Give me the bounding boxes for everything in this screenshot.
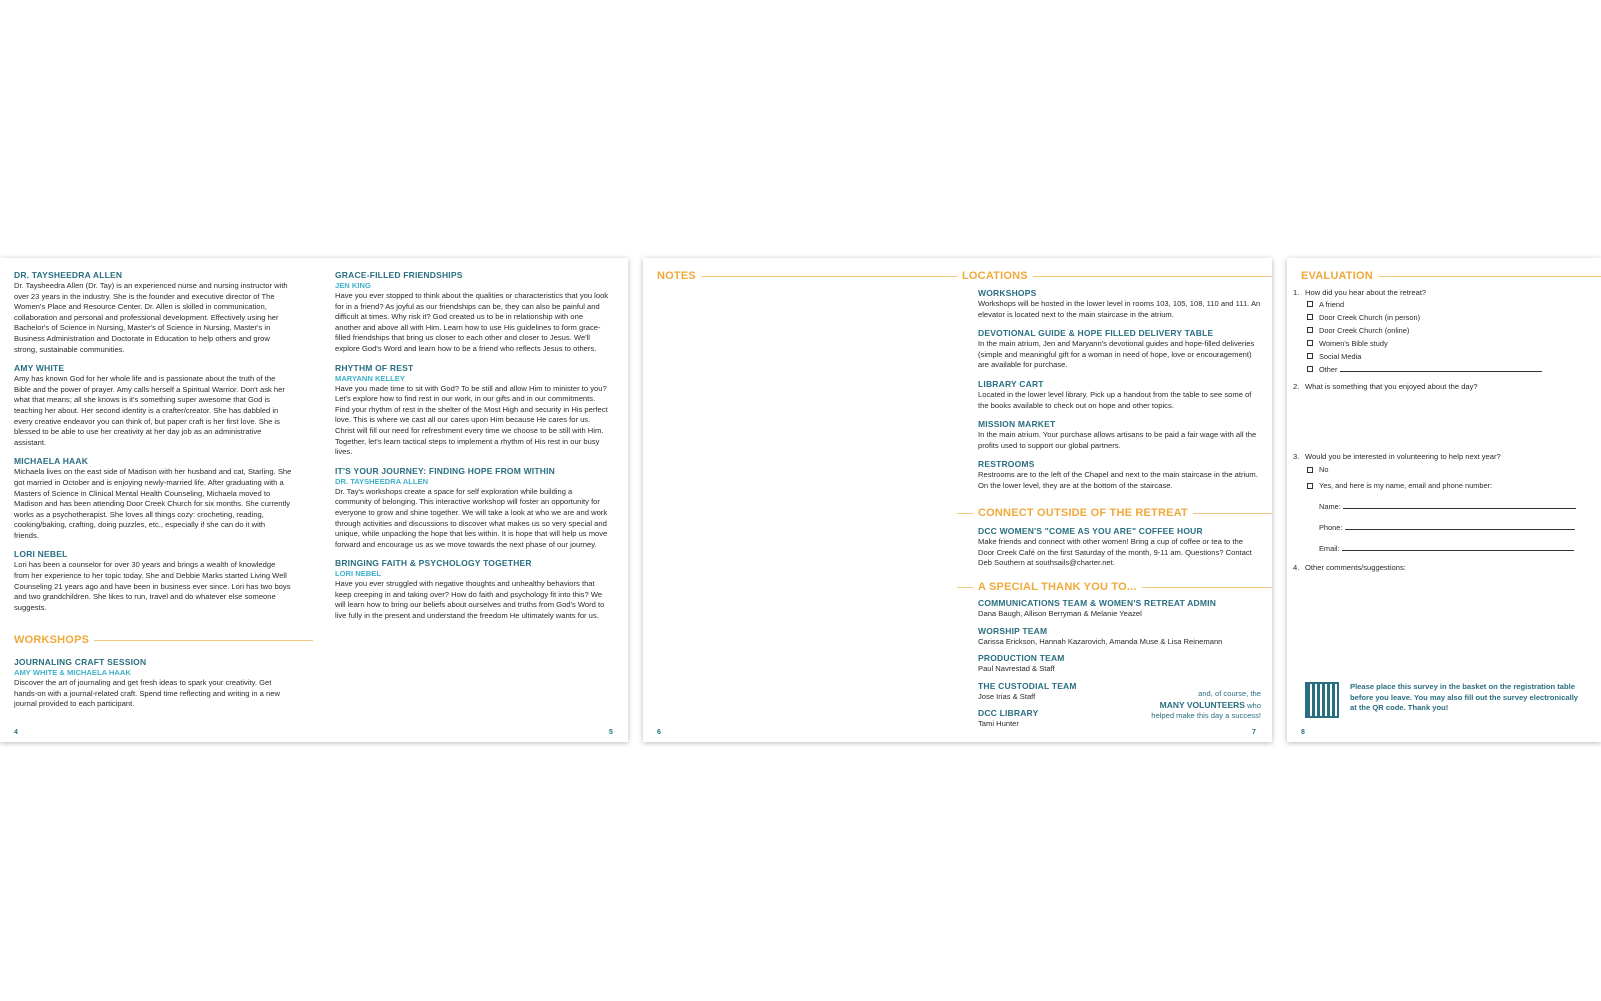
option-other[interactable] — [1287, 363, 1587, 376]
location — [978, 379, 1261, 411]
coffee-hour — [978, 526, 1261, 577]
volunteers-note — [1113, 689, 1261, 722]
connect-heading-label: CONNECT OUTSIDE OF THE RETREAT — [978, 507, 1188, 519]
question-text: Other comments/suggestions: — [1305, 563, 1406, 572]
workshop-leaders: LORI NEBEL — [335, 569, 381, 579]
workshop-title: RHYTHM OF REST — [335, 362, 414, 373]
question-number: 1. — [1293, 288, 1300, 297]
checkbox[interactable] — [1307, 483, 1313, 489]
heading-rule — [1033, 276, 1272, 277]
question-number: 4. — [1293, 563, 1300, 572]
heading-rule — [957, 587, 973, 588]
locations-list — [978, 288, 1261, 500]
location-text: In the main atrium. Your purchase allows artisans to be paid a fair wage with all the profits used to support our global partners. — [978, 430, 1257, 450]
team-names: Paul Navrestad & Staff — [978, 664, 1055, 674]
page-number: 6 — [657, 729, 661, 736]
evaluation-form — [1287, 288, 1587, 573]
workshop-title: GRACE-FILLED FRIENDSHIPS — [335, 270, 463, 280]
page-4-bios — [14, 270, 292, 621]
checkbox[interactable] — [1307, 366, 1313, 372]
heading-rule — [1193, 513, 1272, 514]
question-1 — [1287, 288, 1587, 298]
thanks-team — [978, 626, 1261, 648]
team-title: DCC LIBRARY — [978, 708, 1039, 719]
phone-field[interactable] — [1287, 521, 1587, 532]
location-text: Restrooms are to the left of the Chapel and next to the main staircase in the atrium. On the lower level, they are at the bottom of the staircase. — [978, 470, 1258, 490]
workshop-text: Have you ever struggled with negative thoughts and unhealthy behaviors that keep creeping in and taking over? How do faith and psychology fit into this? We will learn how to bring our beliefs about ourselves and truths from God's Word to live fully in the present and understand the freedom He ultimately wants for us. — [335, 579, 605, 621]
workshop-title: IT'S YOUR JOURNEY: FINDING HOPE FROM WITHIN — [335, 465, 555, 476]
workshops-heading — [0, 634, 313, 646]
bio-text: Amy has known God for her whole life and is passionate about the truth of the Bible and the power of prayer. Amy calls herself a Spiritual Warrior. Don't ask her what that means; all she knows is it's something super awesome that God is teaching her about. Her second identity is a crafter/creator. She has dabbled in every creative endeavor you can think of, but paper craft is her first love. She is blessed to be able to use her creativity at her day job as an administrative assistant. — [14, 374, 285, 447]
bio-name: DR. TAYSHEEDRA ALLEN — [14, 270, 123, 280]
volunteers-line3: helped make this day a success! — [1151, 711, 1261, 720]
team-names: Tami Hunter — [978, 719, 1019, 729]
phone-line[interactable] — [1345, 521, 1575, 530]
option-a-friend[interactable] — [1287, 298, 1587, 311]
field-label: Email: — [1319, 544, 1340, 553]
name-field[interactable] — [1287, 500, 1587, 511]
workshop — [335, 270, 610, 355]
bio — [14, 363, 292, 448]
email-line[interactable] — [1342, 542, 1574, 551]
workshop-text: Discover the art of journaling and get fresh ideas to spark your creativity. Get hands-on with a journal-related craft. Spend time reflecting and writing in a new journal provided to each participant. — [14, 678, 280, 709]
heading-rule — [1378, 276, 1601, 277]
workshop-text: Dr. Tay's workshops create a space for self exploration while building a community of belonging. This interactive workshop will foster an opportunity for everyone to grow and shine together. We will take a look at who we are and work through activities and discussions to discover what makes us so very special and unique, while unpacking the hope that lies within. It is hope that will help us move forward and encourage us as we move towards the next phase of our journey. — [335, 486, 608, 549]
checkbox[interactable] — [1307, 314, 1313, 320]
thanks-team — [978, 653, 1261, 675]
thanks-heading-label: A SPECIAL THANK YOU TO... — [978, 581, 1137, 593]
location — [978, 419, 1261, 451]
workshop — [335, 558, 610, 621]
question-4 — [1287, 563, 1587, 573]
location-title: RESTROOMS — [978, 459, 1035, 470]
thanks-heading — [957, 581, 1272, 593]
location-title: WORKSHOPS — [978, 288, 1037, 298]
spread-page-8 — [1287, 258, 1601, 742]
workshops-heading-label: WORKSHOPS — [14, 634, 90, 646]
bio-name: AMY WHITE — [14, 363, 65, 374]
question-2 — [1287, 382, 1587, 392]
field-label: Name: — [1319, 502, 1341, 511]
location — [978, 459, 1261, 491]
locations-heading-label: LOCATIONS — [962, 270, 1028, 282]
option-church-online[interactable] — [1287, 324, 1587, 337]
option-label: Door Creek Church (online) — [1319, 326, 1410, 335]
bio-text: Michaela lives on the east side of Madison with her husband and cat, Starling. She got married in October and is enjoying newly-married life. After graduating with a Masters of Science in Clinical Mental Health Counseling, Michaela moved to Madison and has been attending Door Creek Church for six months. She currently works as a psychotherapist. She loves all things cozy: crocheting, reading, cooking/baking, crafting, doing puzzles, etc., especially if she can do it with friends. — [14, 467, 292, 540]
checkbox[interactable] — [1307, 467, 1313, 473]
heading-rule — [957, 513, 973, 514]
heading-rule — [1142, 587, 1272, 588]
option-bible-study[interactable] — [1287, 337, 1587, 350]
option-label: Yes, and here is my name, email and phone number: — [1319, 481, 1493, 490]
location-title: MISSION MARKET — [978, 419, 1056, 430]
locations-heading — [957, 270, 1272, 282]
page-number: 7 — [1252, 729, 1256, 736]
field-label: Phone: — [1319, 523, 1343, 532]
workshop-title: JOURNALING CRAFT SESSION — [14, 657, 147, 667]
email-field[interactable] — [1287, 542, 1587, 553]
question-text: Would you be interested in volunteering to help next year? — [1305, 452, 1501, 461]
location-title: DEVOTIONAL GUIDE & HOPE FILLED DELIVERY TABLE — [978, 328, 1214, 339]
evaluation-heading-label: EVALUATION — [1301, 270, 1373, 282]
workshop-text: Have you made time to sit with God? To be still and allow Him to minister to you? Let's explore how to find rest in our work, in our gifts and in our commitments. Find your rhythm of rest in the shelter of the Most High and security in His perfect love. This is where we cast all our cares upon Him because He cares for us. Christ will fill our need for refreshment every time we choose to be still with Him. Together, let's learn tactical steps to implement a rhythm of His rest in our busy lives. — [335, 383, 608, 457]
connect-heading — [957, 507, 1272, 519]
workshop-leaders: JEN KING — [335, 281, 371, 290]
question-number: 2. — [1293, 382, 1300, 391]
workshop-leaders: MARYANN KELLEY — [335, 373, 405, 383]
notes-heading-label: NOTES — [657, 270, 696, 282]
location-text: Located in the lower level library. Pick up a handout from the table to see some of the books available to check out on hope and other topics. — [978, 389, 1252, 410]
bio-name: LORI NEBEL — [14, 549, 68, 560]
page-number: 5 — [609, 729, 613, 736]
team-names: Dana Baugh, Allison Berryman & Melanie Yeazel — [978, 609, 1142, 618]
option-label: Women's Bible study — [1319, 339, 1388, 348]
workshop-leaders: DR. TAYSHEEDRA ALLEN — [335, 476, 429, 486]
notes-heading — [657, 270, 957, 282]
evaluation-heading — [1301, 270, 1601, 282]
bio — [14, 456, 292, 541]
option-social-media[interactable] — [1287, 350, 1587, 363]
volunteers-who: who — [1247, 700, 1261, 710]
checkbox[interactable] — [1307, 353, 1313, 359]
bio-text: Lori has been a counselor for over 30 years and brings a wealth of knowledge from her experience to her topic today. She and Debbie Marks started Living Well Counseling 21 years ago and have been in business ever since. Lori has two boys and two grandchildren. She likes to run, travel and do whatever else someone suggests. — [14, 560, 291, 612]
location-text: In the main atrium, Jen and Maryann's devotional guides and hope-filled deliveries (simple and meaningful gift for a woman in need of hope, love or encouragement) are available for purchase. — [978, 339, 1255, 370]
page-number: 4 — [14, 729, 18, 736]
team-names: Carissa Erickson, Hannah Kazarovich, Amanda Muse & Lisa Reinemann — [978, 636, 1223, 646]
survey-note: Please place this survey in the basket on the registration table before you leave. You may also fill out the survey electronically at the QR code. Thank you! — [1350, 682, 1579, 712]
location — [978, 288, 1261, 320]
page-5-workshops — [335, 270, 610, 630]
team-names: Jose Irias & Staff — [978, 691, 1036, 701]
option-yes[interactable] — [1287, 478, 1587, 494]
team-title: COMMUNICATIONS TEAM & WOMEN'S RETREAT ADMIN — [978, 598, 1217, 608]
workshop-text: Have you ever stopped to think about the qualities or characteristics that you look for in a friend? As joyful as our friendships can be, they can also be painful and difficult at times. Why risk it? God created us to be in relationship with one another and above all with Him. Learn how to use His guidelines to form grace-filled friendships that bring us closer to each other and closer to Jesus. We'll explore God's Word and learn how to be a friend who reflects Jesus to others. — [335, 291, 609, 353]
connect-title: DCC WOMEN'S "COME AS YOU ARE" COFFEE HOUR — [978, 526, 1203, 536]
location-title: LIBRARY CART — [978, 378, 1044, 389]
checkbox[interactable] — [1307, 340, 1313, 346]
checkbox[interactable] — [1307, 327, 1313, 333]
spread-pages-6-7 — [643, 258, 1272, 742]
name-line[interactable] — [1343, 500, 1576, 509]
bio — [14, 270, 292, 355]
other-blank-line[interactable] — [1340, 363, 1542, 372]
spread-pages-4-5 — [0, 258, 628, 742]
location — [978, 328, 1261, 371]
thanks-team — [978, 598, 1261, 620]
question-text: What is something that you enjoyed about the day? — [1305, 382, 1478, 391]
volunteers-emphasis: MANY VOLUNTEERS — [1159, 699, 1245, 710]
option-label: No — [1319, 465, 1329, 474]
option-church-in-person[interactable] — [1287, 311, 1587, 324]
heading-rule — [94, 640, 313, 641]
bio-name: MICHAELA HAAK — [14, 456, 89, 467]
question-text: How did you hear about the retreat? — [1305, 288, 1427, 297]
location-text: Workshops will be hosted in the lower level in rooms 103, 105, 108, 110 and 111. An elevator is located next to the main staircase in the atrium. — [978, 299, 1261, 319]
workshop — [335, 466, 610, 551]
option-label: Other — [1319, 365, 1338, 374]
workshop-title: BRINGING FAITH & PSYCHOLOGY TOGETHER — [335, 558, 532, 569]
page-number: 8 — [1301, 729, 1305, 736]
workshop — [335, 363, 610, 458]
team-title: THE CUSTODIAL TEAM — [978, 680, 1077, 691]
question-3 — [1287, 452, 1587, 462]
qr-code-icon[interactable] — [1305, 682, 1339, 718]
answer-space[interactable] — [1287, 392, 1587, 452]
heading-rule — [701, 276, 957, 277]
option-label: Social Media — [1319, 352, 1362, 361]
team-title: WORSHIP TEAM — [978, 625, 1048, 636]
volunteers-line1: and, of course, the — [1198, 689, 1261, 698]
option-label: A friend — [1319, 300, 1345, 309]
team-title: PRODUCTION TEAM — [978, 653, 1065, 664]
option-label: Door Creek Church (in person) — [1319, 313, 1421, 322]
question-number: 3. — [1293, 452, 1300, 461]
option-no[interactable] — [1287, 462, 1587, 478]
journaling-workshop — [14, 657, 292, 718]
workshop-leaders: AMY WHITE & MICHAELA HAAK — [14, 668, 131, 677]
checkbox[interactable] — [1307, 301, 1313, 307]
bio — [14, 549, 292, 613]
connect-text: Make friends and connect with other women! Bring a cup of coffee or tea to the Door Creek Café on the first Saturday of the month, 9-11 am. Questions? Contact Deb Southern at southsails@charter.net. — [978, 537, 1252, 568]
bio-text: Dr. Taysheedra Allen (Dr. Tay) is an experienced nurse and nursing instructor with over 23 years in the industry. She is the founder and executive director of The Women's Place and Resource Center. Dr. Allen is skilled in communication, collaboration and personal and professional development. Effectively using her Bachelor's of Science in Nursing, Master's of Science in Nursing, Master's in Business Administration and Doctorate in Education to help others and grow strong, sustainable communities. — [14, 281, 288, 354]
